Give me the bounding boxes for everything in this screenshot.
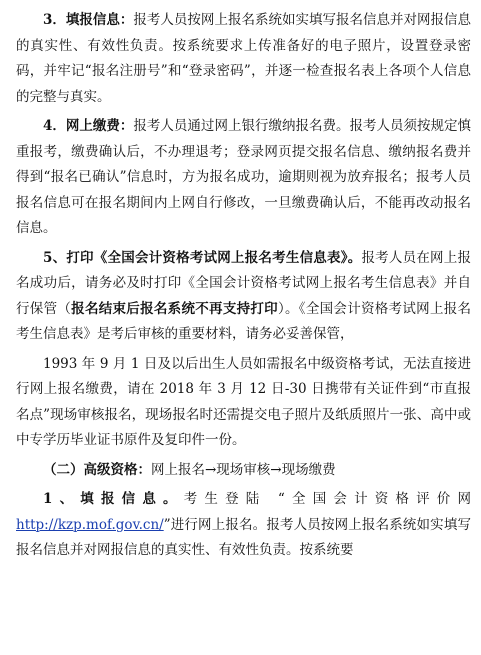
section-senior-qualification	[16, 458, 471, 484]
kzp-website-link[interactable]: http://kzp.mof.gov.cn/	[16, 516, 164, 533]
paragraph-online-payment	[16, 114, 471, 242]
paragraph-body: 报考人员按网上报名系统如实填写报名信息并对网报信息的真实性、有效性负责。按系统要求上传准备好的电子照片，设置登录密码，并牢记“报名注册号”和“登录密码”，并逐一检查报名表上各项个人信息的完整与真实。	[16, 12, 471, 105]
paragraph-age-note	[16, 352, 471, 454]
section-label: （二）高级资格：	[43, 461, 151, 478]
paragraph-body-continued: ）。《全国会计资格考试网上报名考生信息表》是考后审核的重要材料，请务必妥善保管，	[16, 300, 472, 342]
paragraph-body: 报考人员通过网上银行缴纳报名费。报考人员须按规定慎重报考，缴费确认后，不办理退考；登录网页提交报名信息、缴纳报名费并得到“报名已确认”信息时，方为报名成功，逾期则视为放弃报名；报考人员报名信息可在报名期间内上网自行修改，一旦缴费确认后，不能再改动报名信息。	[16, 118, 471, 236]
paragraph-body: 1993 年 9 月 1 日及以后出生人员如需报名中级资格考试，无法直接进行网上报名缴费，请在 2018 年 3 月 12 日-30 日携带有关证件到“市直报名点”现场审核报名，现场报名时还需提交电子照片及纸质照片一张、高中或中专学历毕业证书原件及复印件一份。	[16, 355, 471, 448]
paragraph-title: 5、打印《全国会计资格考试网上报名考生信息表》。	[43, 249, 362, 266]
section-body: 网上报名→现场审核→现场缴费	[151, 461, 336, 478]
paragraph-body-continued: ”进行网上报名。报考人员按网上报名系统如实填写报名信息并对网报信息的真实性、有效性负责。按系统要	[16, 516, 471, 558]
paragraph-title: 1、填报信息。	[43, 491, 184, 507]
paragraph-print-form	[16, 246, 471, 348]
paragraph-body: 考生登陆 “全国会计资格评价网	[183, 491, 471, 507]
bold-note: 报名结束后报名系统不再支持打印	[71, 300, 278, 317]
paragraph-senior-fill-info	[16, 487, 471, 564]
paragraph-fill-info	[16, 8, 471, 110]
paragraph-body: 报考人员在网上报名成功后，请务必及时打印《全国会计资格考试网上报名考生信息表》并自行保管（	[16, 249, 471, 317]
paragraph-title: 3．填报信息：	[43, 12, 134, 28]
paragraph-title: 4．网上缴费：	[43, 118, 134, 134]
